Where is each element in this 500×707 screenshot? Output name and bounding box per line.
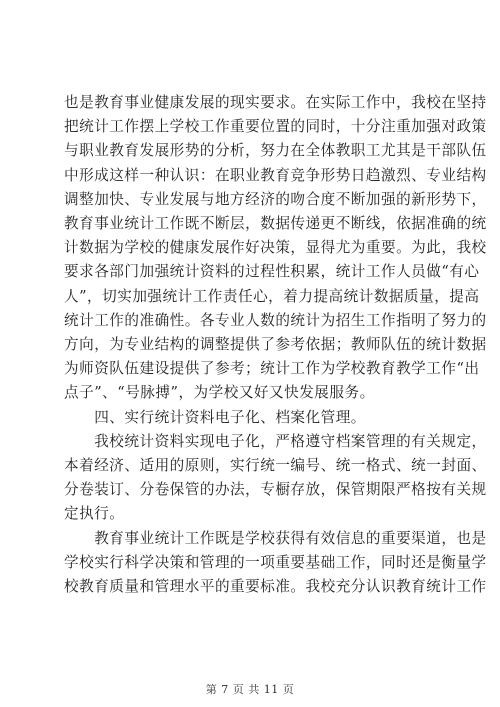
text-line: 调整加快、专业发展与地方经济的吻合度不断加强的新形势下， <box>64 190 487 208</box>
text-line: 计数据为学校的健康发展作好决策，显得尤为重要。为此，我校 <box>64 239 487 257</box>
text-line: 统计工作的准确性。各专业人数的统计为招生工作指明了努力的 <box>64 311 487 329</box>
text-line: 人”，切实加强统计工作责任心，着力提高统计数据质量，提高 <box>64 287 480 305</box>
text-line: 学校实行科学决策和管理的一项重要基础工作，同时还是衡量学 <box>64 553 487 571</box>
text-line: 把统计工作摆上学校工作重要位置的同时，十分注重加强对政策 <box>64 118 487 136</box>
section-heading <box>64 406 436 430</box>
text-line: 我校统计资料实现电子化，严格遵守档案管理的有关规定， <box>64 432 487 450</box>
paragraph-3 <box>64 527 487 600</box>
text-line: 教育事业统计工作既不断层，数据传递更不断线，依据准确的统 <box>64 215 487 233</box>
text-line: 为师资队伍建设提供了参考；统计工作为学校教育教学工作“出 <box>64 360 480 378</box>
text-line: 中形成这样一种认识：在职业教育竞争形势日趋激烈、专业结构 <box>64 166 487 184</box>
text-line: 与职业教育发展形势的分析，努力在全体教职工尤其是干部队伍 <box>64 142 487 160</box>
text-line: 教育事业统计工作既是学校获得有效信息的重要渠道，也是 <box>64 529 487 547</box>
text-line: 点子”、“号脉搏”，为学校又好又快发展服务。 <box>64 384 375 402</box>
paragraph-1 <box>64 91 487 406</box>
text-line: 也是教育事业健康发展的现实要求。在实际工作中，我校在坚持 <box>64 94 487 111</box>
text-line: 校教育质量和管理水平的重要标准。我校充分认识教育统计工作 <box>64 578 487 596</box>
text-line: 本着经济、适用的原则，实行统一编号、统一格式、统一封面、 <box>64 457 487 475</box>
paragraph-2 <box>64 430 487 527</box>
text-line: 分卷装订、分卷保管的办法，专橱存放，保管期限严格按有关规 <box>64 481 487 499</box>
text-line: 要求各部门加强统计资料的过程性积累，统计工作人员做“有心 <box>64 263 480 281</box>
page-number-footer: 第 7 页 共 11 页 <box>205 683 295 696</box>
heading-line: 四、实行统计资料电子化、档案化管理。 <box>64 408 366 426</box>
document-body <box>64 91 487 599</box>
text-line: 定执行。 <box>64 505 125 523</box>
text-line: 方向，为专业结构的调整提供了参考依据；教师队伍的统计数据 <box>64 336 487 354</box>
